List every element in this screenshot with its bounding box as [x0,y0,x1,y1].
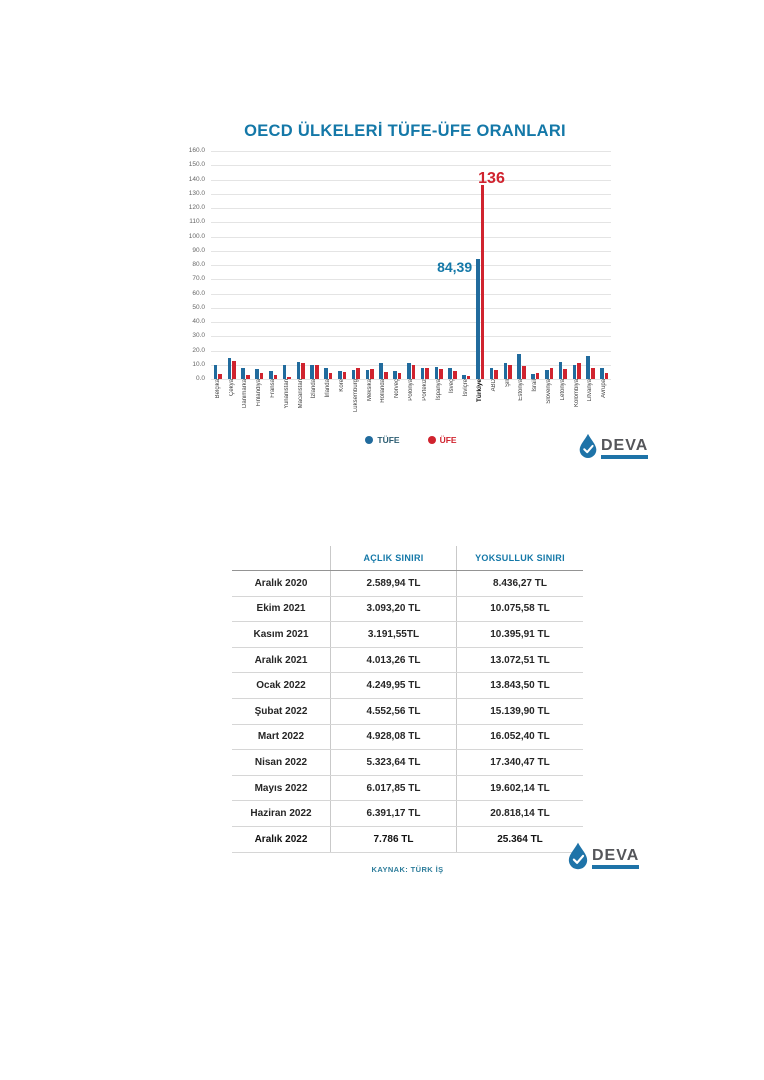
bar-tüfe-Polonya [407,363,411,379]
bar-group-İsrail [528,151,542,379]
x-label-cell [528,379,542,433]
hunger-value: 6.391,17 TL [330,801,456,826]
legend-item-ufe [428,435,457,445]
row-label: Aralık 2021 [254,654,308,666]
y-axis-tick-label: 150.0 [188,161,205,169]
poverty-value: 13.072,51 TL [456,648,583,673]
x-label-cell [321,379,335,433]
table-row-Ocak 2022 [232,673,583,699]
table-row-Mayıs 2022 [232,776,583,802]
bar-group-Norveç [390,151,404,379]
y-axis-tick-label: 140.0 [188,175,205,183]
bar-üfe-İsveç [453,371,457,379]
y-axis-tick-label: 90.0 [192,246,205,254]
bar-tüfe-Fransa [269,371,273,379]
bar-tüfe-Kore [338,371,342,379]
x-axis-label-İspanya: İspanya [435,379,442,401]
x-axis-label-Belçika: Belçika [214,379,221,399]
y-axis-tick-label: 70.0 [192,275,205,283]
bar-üfe-Yunanistan [287,377,291,379]
bar-üfe-Lüksemburg [356,368,360,379]
y-axis-tick-label: 120.0 [188,204,205,211]
hunger-value: 3.093,20 TL [330,597,456,622]
bar-üfe-Polonya [412,365,416,379]
bar-group-Polonya [404,151,418,379]
row-label: Haziran 2022 [250,808,312,820]
bar-tüfe-Lüksemburg [352,370,356,379]
x-label-cell [349,379,363,433]
x-label-cell [542,379,556,433]
table-row-Ekim 2021 [232,597,583,623]
x-label-cell [308,379,322,433]
y-axis-tick-label: 80.0 [192,261,205,268]
x-axis-label-Avrupa: Avrupa [601,379,608,398]
x-label-cell [225,379,239,433]
deva-logo-footer [567,841,639,875]
tufe-legend-dot-icon [365,436,373,444]
bar-group-Fransa [266,151,280,379]
bar-üfe-Çekya [232,361,236,379]
table-row-Nisan 2022 [232,750,583,776]
chart-section [175,122,635,445]
thresholds-table [232,546,583,874]
y-axis-tick-label: 100.0 [188,232,205,240]
legend-label-tufe: TÜFE [377,435,400,445]
x-label-cell [570,379,584,433]
x-label-cell [432,379,446,433]
bar-tüfe-Norveç [393,371,397,379]
x-axis-label-İsrail: İsrail [532,379,539,392]
row-label: Ekim 2021 [256,603,306,615]
y-axis-tick-label: 60.0 [192,289,205,297]
bar-tüfe-Litvanya [586,356,590,380]
bar-üfe-Türkiye [481,185,485,379]
x-axis-label-Macaristan: Macaristan [297,379,304,409]
x-axis-label-Litvanya: Litvanya [587,379,594,402]
x-label-cell [556,379,570,433]
table-row-Aralık 2021 [232,648,583,674]
x-axis-label-Türkiye: Türkiye [475,379,483,403]
bar-üfe-İspanya [439,369,443,379]
bar-üfe-Danimarka [246,375,250,379]
bar-üfe-Litvanya [591,368,595,379]
x-axis-label-Kore: Kore [339,379,346,392]
hunger-value: 4.928,08 TL [330,725,456,750]
bar-tüfe-Şili [504,363,508,379]
hunger-value: 2.589,94 TL [330,571,456,596]
ufe-legend-dot-icon [428,436,436,444]
plot-area [211,151,611,379]
bar-üfe-Norveç [398,373,402,379]
hunger-value: 4.013,26 TL [330,648,456,673]
poverty-value: 25.364 TL [456,827,583,852]
bar-üfe-Fransa [274,375,278,379]
table-row-Mart 2022 [232,725,583,751]
x-axis-label-Lüksemburg: Lüksemburg [352,379,359,413]
poverty-value: 15.139,90 TL [456,699,583,724]
poverty-value: 17.340,47 TL [456,750,583,775]
bar-üfe-Letonya [563,369,567,379]
bar-tüfe-Hollanda [379,363,383,379]
x-label-cell [597,379,611,433]
chart-title: OECD ÜLKELERİ TÜFE-ÜFE ORANLARI [244,122,566,140]
y-axis-tick-label: 130.0 [188,189,205,197]
poverty-value: 16.052,40 TL [456,725,583,750]
x-axis-label-İzlanda: İzlanda [311,379,318,399]
bar-group-Finlandiya [252,151,266,379]
x-label-cell [446,379,460,433]
deva-logo-tagline-bar [592,865,639,869]
x-axis-label-Kolombiya: Kolombiya [573,379,580,408]
bar-group-Çekya [225,151,239,379]
x-axis-label-Portekiz: Portekiz [421,379,428,401]
row-label: Nisan 2022 [254,756,308,768]
x-axis-labels [211,379,611,433]
x-axis-label-Yunanistan: Yunanistan [283,379,290,409]
bar-üfe-İsrail [536,373,540,379]
x-axis-label-Şili: Şili [504,379,511,388]
annotation-üfe-Türkiye: 136 [478,170,505,188]
bar-tüfe-Letonya [559,362,563,379]
bar-tüfe-Finlandiya [255,369,259,379]
row-label: Aralık 2020 [254,577,308,589]
x-label-cell [363,379,377,433]
x-label-cell [280,379,294,433]
x-axis-label-Letonya: Letonya [559,379,566,401]
bar-group-Meksika [363,151,377,379]
deva-droplet-icon [578,432,598,464]
table-body [232,571,583,853]
bar-üfe-Şili [508,365,512,379]
table-row-Haziran 2022 [232,801,583,827]
bar-group-Yunanistan [280,151,294,379]
bar-group-Portekiz [418,151,432,379]
hunger-value: 7.786 TL [330,827,456,852]
y-axis-tick-label: 160.0 [188,147,205,154]
x-axis-label-Meksika: Meksika [366,379,373,402]
bars-row [211,151,611,379]
x-axis-label-İrlanda: İrlanda [325,379,332,398]
bar-tüfe-Slovenya [545,370,549,379]
x-label-cell [404,379,418,433]
table-row-Kasım 2021 [232,622,583,648]
bar-tüfe-ABD [490,368,494,379]
x-axis-label-Hollanda: Hollanda [380,379,387,403]
bar-tüfe-İsrail [531,374,535,379]
bar-üfe-Slovenya [550,368,554,379]
x-axis-label-Polonya: Polonya [408,379,415,401]
bar-tüfe-İspanya [435,367,439,379]
bar-group-Danimarka [239,151,253,379]
bar-üfe-Kolombiya [577,363,581,379]
x-label-cell [390,379,404,433]
x-axis-label-Çekya: Çekya [228,379,235,397]
bar-group-Avrupa [597,151,611,379]
y-axis-tick-label: 40.0 [192,318,205,325]
row-label: Kasım 2021 [253,628,309,640]
bar-group-İrlanda [321,151,335,379]
poverty-value: 8.436,27 TL [456,571,583,596]
bar-tüfe-İrlanda [324,368,328,379]
hunger-value: 3.191,55TL [330,622,456,647]
row-label: Aralık 2022 [254,833,308,845]
deva-droplet-icon [567,841,589,875]
bar-üfe-Hollanda [384,372,388,379]
bar-tüfe-Belçika [214,365,218,379]
bar-tüfe-Çekya [228,358,232,379]
source-label: KAYNAK: TÜRK İŞ [371,864,444,874]
row-label: Şubat 2022 [254,705,308,717]
bar-üfe-İzlanda [315,365,319,379]
bar-tüfe-Portekiz [421,368,425,379]
x-label-cell [252,379,266,433]
bar-group-Estonya [515,151,529,379]
header-hunger-threshold: AÇLIK SINIRI [330,546,456,570]
x-axis-label-Norveç: Norveç [394,379,401,399]
bar-group-Litvanya [584,151,598,379]
chart-legend [211,435,611,445]
bar-group-Türkiye [437,151,505,379]
bar-group-İzlanda [308,151,322,379]
x-label-cell [335,379,349,433]
x-axis-label-İsviçre: İsviçre [463,379,470,397]
bar-tüfe-Avrupa [600,368,604,379]
bar-üfe-ABD [494,370,498,379]
bar-tüfe-Kolombiya [573,365,577,379]
header-empty [232,546,330,570]
x-axis-label-Finlandiya: Finlandiya [256,379,263,407]
poverty-value: 20.818,14 TL [456,801,583,826]
y-axis-tick-label: 50.0 [192,303,205,311]
x-label-cell [473,379,487,433]
y-axis-tick-label: 30.0 [192,332,205,340]
bar-tüfe-İsviçre [462,375,466,379]
bar-group-Belçika [211,151,225,379]
deva-logo-text: DEVA [601,436,649,454]
x-label-cell [584,379,598,433]
bar-group-Kolombiya [570,151,584,379]
x-label-cell [459,379,473,433]
bar-tüfe-İzlanda [310,365,314,379]
y-axis [175,147,211,382]
bar-üfe-Avrupa [605,373,609,379]
hunger-value: 4.552,56 TL [330,699,456,724]
annotation-tüfe-Türkiye: 84,39 [437,258,473,275]
bar-group-Hollanda [377,151,391,379]
bar-tüfe-Macaristan [297,362,301,379]
bar-tüfe-İsveç [448,368,452,379]
deva-logo-tagline-bar [601,455,648,459]
poverty-value: 13.843,50 TL [456,673,583,698]
bar-üfe-Macaristan [301,363,305,379]
x-label-cell [487,379,501,433]
poverty-value: 10.075,58 TL [456,597,583,622]
x-axis-label-İsveç: İsveç [449,379,456,394]
bar-chart [175,147,635,382]
y-axis-tick-label: 110.0 [189,218,205,226]
bar-tüfe-Meksika [366,370,370,379]
deva-logo-text: DEVA [592,846,640,864]
bar-tüfe-Türkiye [476,259,480,379]
bar-üfe-Kore [343,372,347,379]
hunger-value: 5.323,64 TL [330,750,456,775]
bar-tüfe-Yunanistan [283,365,287,379]
bar-üfe-Belçika [218,374,222,379]
x-axis-label-Slovenya: Slovenya [546,379,553,404]
x-axis-label-ABD: ABD [490,379,497,392]
table-row-Şubat 2022 [232,699,583,725]
bar-group-Kore [335,151,349,379]
header-poverty-threshold: YOKSULLUK SINIRI [456,546,583,570]
hunger-value: 4.249,95 TL [330,673,456,698]
bar-group-Macaristan [294,151,308,379]
poverty-value: 19.602,14 TL [456,776,583,801]
y-axis-tick-label: 0.0 [195,375,205,382]
legend-item-tufe [365,435,399,445]
x-label-cell [211,379,225,433]
bar-group-Letonya [556,151,570,379]
bar-group-Lüksemburg [349,151,363,379]
x-axis-label-Fransa: Fransa [270,379,277,398]
x-label-cell [266,379,280,433]
bar-tüfe-Estonya [517,354,521,379]
x-label-cell [294,379,308,433]
x-label-cell [239,379,253,433]
deva-logo-chart [578,432,648,464]
x-label-cell [418,379,432,433]
bar-üfe-Meksika [370,369,374,379]
y-axis-tick-label: 10.0 [192,360,205,368]
y-axis-tick-label: 20.0 [192,346,205,354]
table-row-Aralık 2022 [232,827,583,853]
bar-üfe-Finlandiya [260,373,264,379]
bar-üfe-İrlanda [329,373,333,379]
x-label-cell [515,379,529,433]
table-header-row [232,546,583,571]
hunger-value: 6.017,85 TL [330,776,456,801]
row-label: Mart 2022 [257,731,305,743]
x-axis-label-Danimarka: Danimarka [242,379,249,409]
x-label-cell [377,379,391,433]
x-axis-label-Estonya: Estonya [518,379,525,401]
bar-üfe-Portekiz [425,368,429,379]
poverty-value: 10.395,91 TL [456,622,583,647]
x-label-cell [501,379,515,433]
legend-label-ufe: ÜFE [439,435,457,445]
row-label: Mayıs 2022 [254,782,308,794]
table-row-Aralık 2020 [232,571,583,597]
bar-üfe-İsviçre [467,376,471,379]
bar-group-Slovenya [542,151,556,379]
row-label: Ocak 2022 [256,680,306,692]
bar-tüfe-Danimarka [241,368,245,379]
bar-üfe-Estonya [522,366,526,379]
